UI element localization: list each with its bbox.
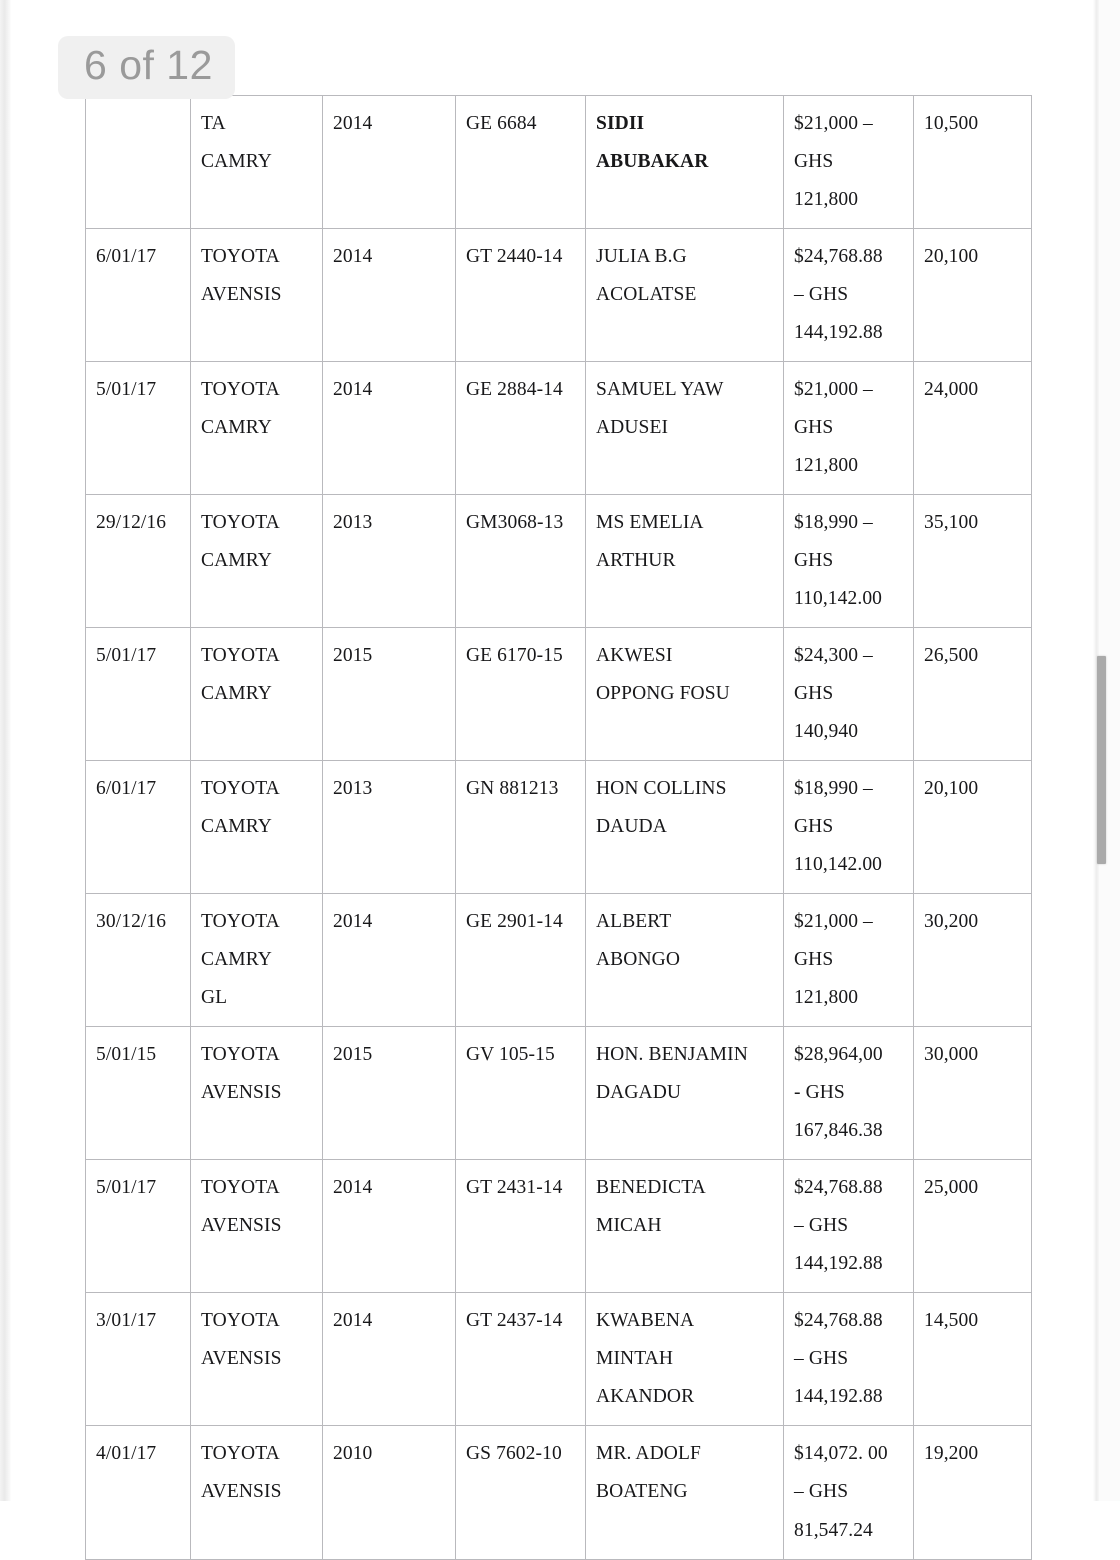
cell-date: 4/01/17 — [86, 1426, 191, 1559]
cell-name — [586, 495, 784, 628]
cell-date: 5/01/17 — [86, 628, 191, 761]
cell-price — [784, 761, 914, 894]
cell-price-line: GHS — [794, 949, 834, 971]
cell-name — [586, 96, 784, 229]
cell-date: 30/12/16 — [86, 894, 191, 1027]
cell-year: 2015 — [323, 1027, 456, 1160]
cell-name-line: DAUDA — [596, 816, 667, 838]
cell-vehicle-line: AVENSIS — [201, 1215, 282, 1237]
cell-name-line: ABUBAKAR — [596, 151, 709, 173]
cell-vehicle — [191, 1426, 323, 1559]
vehicle-records-table — [85, 95, 1032, 1560]
cell-price-line: GHS — [794, 550, 834, 572]
cell-name-line: AKWESI — [596, 645, 673, 667]
cell-name — [586, 1160, 784, 1293]
cell-vehicle-line: TOYOTA — [201, 1310, 280, 1332]
cell-registration: GT 2437-14 — [456, 1293, 586, 1426]
cell-price-line: 121,800 — [794, 455, 859, 477]
cell-year: 2015 — [323, 628, 456, 761]
cell-vehicle-line: TOYOTA — [201, 379, 280, 401]
cell-vehicle — [191, 628, 323, 761]
cell-vehicle-line: TOYOTA — [201, 778, 280, 800]
cell-vehicle — [191, 761, 323, 894]
cell-date: 6/01/17 — [86, 761, 191, 894]
cell-price-line: $24,300 – — [794, 645, 873, 667]
cell-price-line: $21,000 – — [794, 113, 873, 134]
cell-name-line: AKANDOR — [596, 1386, 695, 1408]
cell-vehicle-line: TA — [201, 113, 226, 134]
cell-price-line: – GHS — [794, 1215, 849, 1237]
cell-name — [586, 1027, 784, 1160]
page-indicator-badge: 6 of 12 — [58, 36, 235, 99]
cell-name — [586, 362, 784, 495]
cell-price-line: $24,768.88 — [794, 246, 883, 268]
cell-registration: GE 6170-15 — [456, 628, 586, 761]
page-left-edge — [0, 0, 11, 1501]
cell-price-line: 81,547.24 — [794, 1519, 873, 1541]
cell-registration: GM3068-13 — [456, 495, 586, 628]
cell-vehicle — [191, 894, 323, 1027]
cell-price-line: $21,000 – — [794, 379, 873, 401]
cell-vehicle-line: TOYOTA — [201, 512, 280, 534]
cell-vehicle-line: CAMRY — [201, 949, 272, 971]
cell-name-line: MR. ADOLF — [596, 1443, 701, 1465]
cell-year: 2014 — [323, 362, 456, 495]
table-row — [86, 1426, 1032, 1559]
cell-name-line: ACOLATSE — [596, 284, 697, 306]
table-row — [86, 229, 1032, 362]
cell-name-line: SAMUEL YAW — [596, 379, 724, 401]
cell-price-line: – GHS — [794, 1348, 849, 1370]
cell-vehicle-line: CAMRY — [201, 683, 272, 705]
cell-registration: GT 2431-14 — [456, 1160, 586, 1293]
cell-date: 5/01/17 — [86, 362, 191, 495]
cell-price-line: GHS — [794, 151, 834, 173]
cell-date: 29/12/16 — [86, 495, 191, 628]
cell-price-line: 110,142.00 — [794, 854, 883, 876]
cell-price-line: 121,800 — [794, 189, 859, 211]
cell-name — [586, 761, 784, 894]
cell-vehicle-line: CAMRY — [201, 151, 272, 173]
cell-price-line: 167,846.38 — [794, 1120, 883, 1142]
cell-amount: 30,200 — [914, 894, 1032, 1027]
cell-name-line: BOATENG — [596, 1481, 688, 1503]
cell-year: 2014 — [323, 1160, 456, 1293]
table-row — [86, 362, 1032, 495]
cell-price-line: – GHS — [794, 1481, 849, 1503]
cell-name-line: ALBERT — [596, 911, 672, 933]
cell-price — [784, 1027, 914, 1160]
cell-vehicle — [191, 495, 323, 628]
cell-price-line: $24,768.88 — [794, 1177, 883, 1199]
cell-name — [586, 229, 784, 362]
cell-price-line: $18,990 – — [794, 512, 873, 534]
cell-name-line: MICAH — [596, 1215, 662, 1237]
cell-vehicle-line: AVENSIS — [201, 284, 282, 306]
cell-name-line: HON COLLINS — [596, 778, 727, 800]
cell-registration: GE 2901-14 — [456, 894, 586, 1027]
table-row — [86, 761, 1032, 894]
cell-name-line: HON. BENJAMIN — [596, 1044, 748, 1066]
cell-amount: 24,000 — [914, 362, 1032, 495]
cell-year: 2013 — [323, 495, 456, 628]
cell-date: 5/01/15 — [86, 1027, 191, 1160]
cell-vehicle-line: TOYOTA — [201, 1044, 280, 1066]
vertical-scrollbar-track[interactable] — [1102, 0, 1114, 1501]
cell-amount: 25,000 — [914, 1160, 1032, 1293]
cell-price-line: 110,142.00 — [794, 588, 883, 610]
cell-amount: 10,500 — [914, 96, 1032, 229]
table-row — [86, 1160, 1032, 1293]
cell-price-line: 144,192.88 — [794, 322, 883, 344]
cell-vehicle-line: AVENSIS — [201, 1481, 282, 1503]
cell-price-line: 121,800 — [794, 987, 859, 1009]
cell-name-line: SIDII — [596, 113, 645, 134]
cell-price-line: GHS — [794, 417, 834, 439]
cell-year: 2014 — [323, 894, 456, 1027]
cell-price-line: - GHS — [794, 1082, 845, 1104]
cell-date: 6/01/17 — [86, 229, 191, 362]
cell-name-line: JULIA B.G — [596, 246, 687, 268]
cell-vehicle-line: TOYOTA — [201, 246, 280, 268]
cell-registration: GE 2884-14 — [456, 362, 586, 495]
cell-vehicle-line: GL — [201, 987, 228, 1009]
cell-amount: 20,100 — [914, 761, 1032, 894]
cell-name-line: BENEDICTA — [596, 1177, 706, 1199]
cell-year: 2014 — [323, 1293, 456, 1426]
cell-price — [784, 1426, 914, 1559]
table-row — [86, 1293, 1032, 1426]
cell-price-line: GHS — [794, 816, 834, 838]
cell-name — [586, 1293, 784, 1426]
cell-name — [586, 628, 784, 761]
cell-registration: GE 6684 — [456, 96, 586, 229]
cell-name-line: KWABENA — [596, 1310, 695, 1332]
cell-price — [784, 1293, 914, 1426]
cell-vehicle — [191, 96, 323, 229]
cell-registration: GV 105-15 — [456, 1027, 586, 1160]
cell-price-line: $14,072. 00 — [794, 1443, 888, 1465]
table-row — [86, 96, 1032, 229]
cell-name — [586, 1426, 784, 1559]
cell-vehicle-line: CAMRY — [201, 550, 272, 572]
cell-vehicle — [191, 1160, 323, 1293]
cell-year: 2013 — [323, 761, 456, 894]
cell-vehicle-line: TOYOTA — [201, 911, 280, 933]
cell-vehicle-line: CAMRY — [201, 816, 272, 838]
cell-price — [784, 1160, 914, 1293]
cell-vehicle — [191, 362, 323, 495]
cell-amount: 30,000 — [914, 1027, 1032, 1160]
cell-vehicle — [191, 1293, 323, 1426]
cell-name-line: ABONGO — [596, 949, 681, 971]
cell-vehicle-line: AVENSIS — [201, 1348, 282, 1370]
table-row — [86, 495, 1032, 628]
cell-year: 2014 — [323, 229, 456, 362]
cell-name-line: OPPONG FOSU — [596, 683, 730, 705]
cell-date: 3/01/17 — [86, 1293, 191, 1426]
cell-amount: 26,500 — [914, 628, 1032, 761]
cell-year: 2014 — [323, 96, 456, 229]
cell-price-line: $24,768.88 — [794, 1310, 883, 1332]
cell-name-line: ARTHUR — [596, 550, 676, 572]
cell-vehicle — [191, 1027, 323, 1160]
cell-price-line: – GHS — [794, 284, 849, 306]
cell-vehicle-line: TOYOTA — [201, 1177, 280, 1199]
cell-name-line: MINTAH — [596, 1348, 674, 1370]
cell-vehicle-line: CAMRY — [201, 417, 272, 439]
cell-price — [784, 229, 914, 362]
cell-price — [784, 96, 914, 229]
cell-price-line: $21,000 – — [794, 911, 873, 933]
cell-price-line: GHS — [794, 683, 834, 705]
table-row — [86, 1027, 1032, 1160]
cell-price — [784, 362, 914, 495]
table-row — [86, 894, 1032, 1027]
cell-amount: 19,200 — [914, 1426, 1032, 1559]
vertical-scrollbar-thumb[interactable] — [1097, 656, 1106, 864]
cell-price-line: $18,990 – — [794, 778, 873, 800]
cell-price-line: 144,192.88 — [794, 1253, 883, 1275]
cell-price-line: 144,192.88 — [794, 1386, 883, 1408]
table-row — [86, 628, 1032, 761]
cell-date: 5/01/17 — [86, 1160, 191, 1293]
cell-price — [784, 628, 914, 761]
cell-amount: 20,100 — [914, 229, 1032, 362]
cell-price-line: $28,964,00 — [794, 1044, 883, 1066]
cell-amount: 35,100 — [914, 495, 1032, 628]
cell-name-line: DAGADU — [596, 1082, 682, 1104]
table-body — [86, 96, 1032, 1560]
cell-name-line: ADUSEI — [596, 417, 669, 439]
cell-year: 2010 — [323, 1426, 456, 1559]
cell-price-line: 140,940 — [794, 721, 859, 743]
cell-registration: GT 2440-14 — [456, 229, 586, 362]
cell-amount: 14,500 — [914, 1293, 1032, 1426]
cell-name — [586, 894, 784, 1027]
cell-date — [86, 96, 191, 229]
cell-vehicle-line: AVENSIS — [201, 1082, 282, 1104]
cell-name-line: MS EMELIA — [596, 512, 704, 534]
cell-vehicle-line: TOYOTA — [201, 1443, 280, 1465]
cell-price — [784, 495, 914, 628]
cell-vehicle — [191, 229, 323, 362]
cell-price — [784, 894, 914, 1027]
cell-vehicle-line: TOYOTA — [201, 645, 280, 667]
cell-registration: GN 881213 — [456, 761, 586, 894]
cell-registration: GS 7602-10 — [456, 1426, 586, 1559]
